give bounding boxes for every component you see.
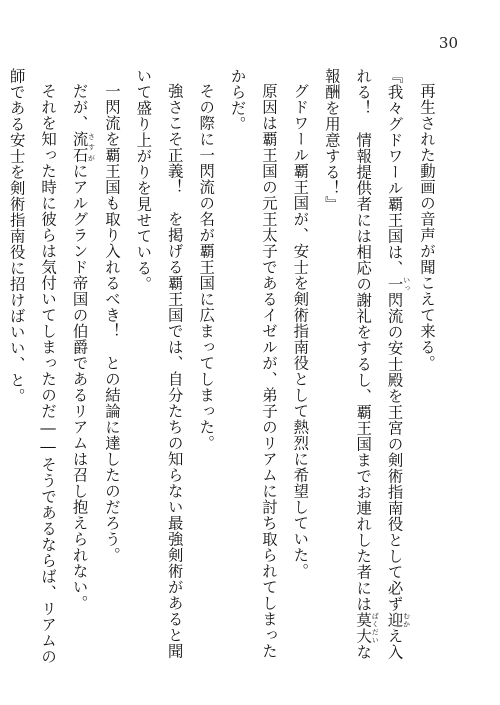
paragraph-2-quote [315,68,410,668]
paragraph-8 [63,68,95,668]
text-segment: え入れる！ 情報提供者には相応の謝礼をするし、覇王国までお連れした者には [354,68,404,660]
ruby-reading: いっ [402,276,411,292]
paragraph-6: 強さこそ正義！ を掲げる覇王国では、自分たちの知らない最強剣術があると聞いて盛り上がりを見せている。 [134,68,184,660]
ruby-base: 莫大 [354,612,373,644]
ruby-mukae [385,612,411,628]
paragraph-3: グドワール覇王国が、安士を剣術指南役として熱烈に希望していた。 [291,83,310,580]
ruby-reading: ばくだい [371,612,380,644]
ruby-ichi [385,276,411,292]
text-segment: にアルグランド帝国の伯爵であるリアムは召し抱えられない。 [70,163,89,612]
paragraph-4: 原因は覇王国の元王太子であるイゼルが、弟子のリアムに討ち取られてしまったからだ。 [228,68,278,660]
paragraph-7: 一閃流を覇王国も取り入れるべき！ との結論に達したのだろう。 [102,83,121,564]
paragraph-5: その際に一閃流の名が覇王国に広まってしまった。 [197,83,216,452]
ruby-base: 迎 [385,612,404,628]
text-segment: 『我々グドワール覇王国は、 [385,68,404,276]
ruby-reading: むか [402,612,411,628]
ruby-bakudai [354,612,380,644]
page-number: 30 [438,34,458,52]
ruby-base: 流石 [70,131,89,164]
novel-text-body [7,68,442,668]
text-segment: だが、 [70,83,89,132]
ruby-base: 一 [385,276,404,292]
paragraph-1: 再生された動画の音声が聞こえて来る。 [418,83,436,372]
text-segment: 閃流の安士殿を王宮の剣術指南役として必ず [385,292,404,612]
ruby-reading: さすが [87,131,96,164]
ruby-sasuga [70,131,96,164]
text-segment: な報酬を用意する！』 [322,68,373,660]
paragraph-9: それを知った時に彼らは気付いてしまったのだ――そうであるならば、リアムの師である安士を剣術指南役に招けばいい、と。 [7,68,58,665]
